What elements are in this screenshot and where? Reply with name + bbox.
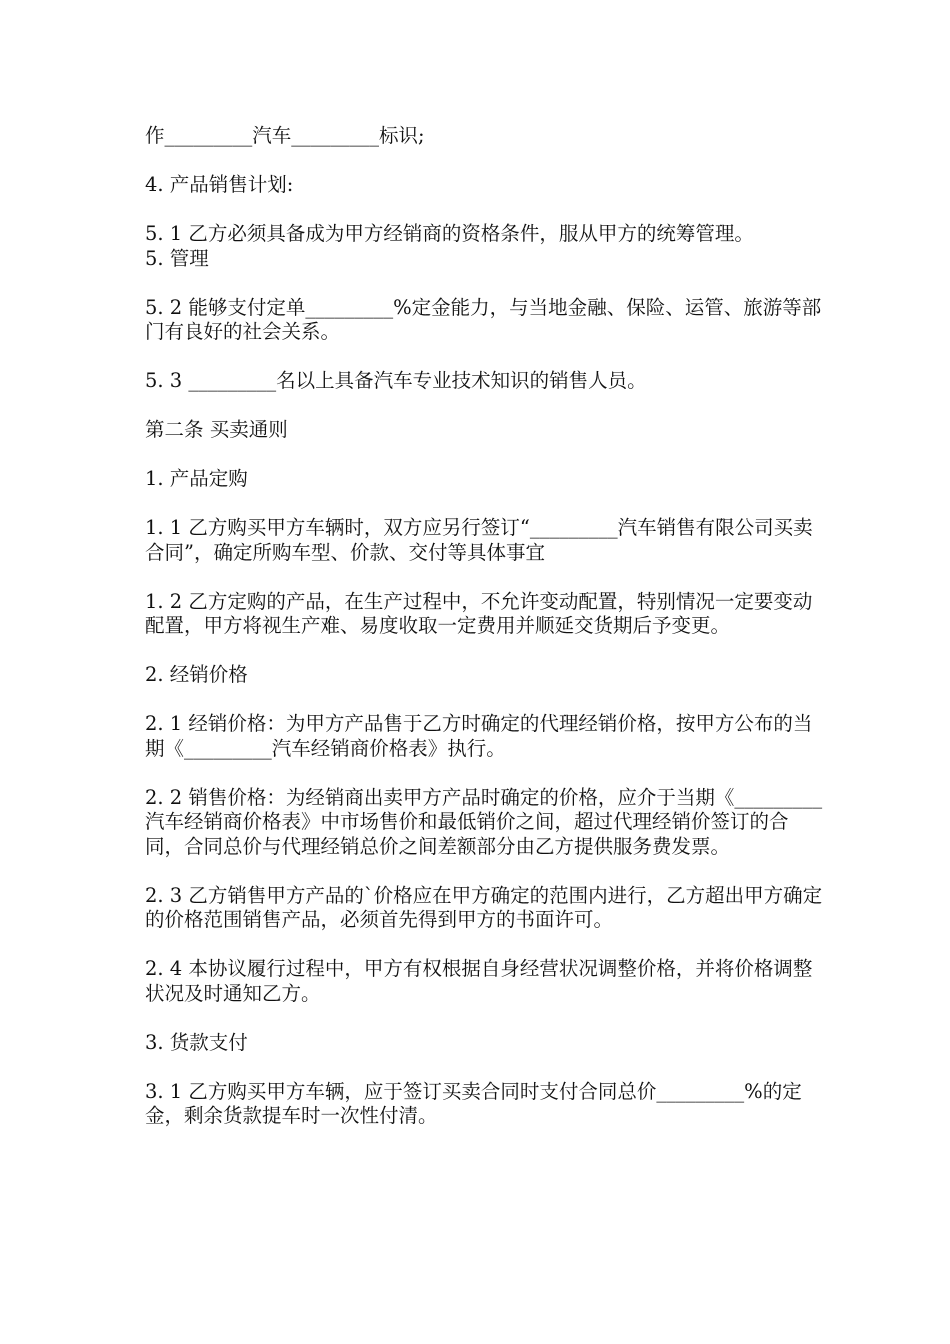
paragraph-management-heading: 5. 管理 (145, 246, 209, 270)
section-3-heading: 3. 货款支付 (145, 1030, 248, 1054)
paragraph-5-1: 5. 1 乙方必须具备成为甲方经销商的资格条件，服从甲方的统筹管理。 (145, 222, 754, 245)
paragraph-2-4: 2. 4 本协议履行过程中，甲方有权根据自身经营状况调整价格，并将价格调整状况及时通知乙方。 (145, 957, 813, 1005)
paragraph-2-2: 2. 2 销售价格：为经销商出卖甲方产品时确定的价格，应介于当期《_________汽车经销商价格表》中市场售价和最低销价之间，超过代理经销价签订的合同，合同总价与代理经销总价之间差额部分由乙方提供服务费发票。 (145, 785, 823, 858)
paragraph-3-1: 3. 1 乙方购买甲方车辆，应于签订买卖合同时支付合同总价_________%的定金，剩余货款提车时一次性付清。 (145, 1079, 802, 1127)
paragraph-1-2: 1. 2 乙方定购的产品，在生产过程中，不允许变动配置，特别情况一定要变动配置，甲方将视生产难、易度收取一定费用并顺延交货期后予变更。 (145, 589, 813, 637)
paragraph-2-3: 2. 3 乙方销售甲方产品的`价格应在甲方确定的范围内进行，乙方超出甲方确定的价格范围销售产品，必须首先得到甲方的书面许可。 (145, 883, 823, 931)
paragraph-2-1: 2. 1 经销价格：为甲方产品售于乙方时确定的代理经销价格，按甲方公布的当期《_________汽车经销商价格表》执行。 (145, 712, 813, 760)
paragraph-5-3: 5. 3 _________名以上具备汽车专业技术知识的销售人员。 (145, 369, 647, 392)
section-2-heading: 2. 经销价格 (145, 663, 248, 686)
paragraph-1-1: 1. 1 乙方购买甲方车辆时，双方应另行签订“_________汽车销售有限公司买卖合同”，确定所购车型、价款、交付等具体事宜 (145, 516, 813, 564)
paragraph-sales-plan-heading: 4. 产品销售计划: (145, 173, 294, 196)
document-body (145, 124, 825, 1153)
article-2-heading: 第二条 买卖通则 (145, 418, 288, 441)
paragraph-5-2: 5. 2 能够支付定单_________%定金能力，与当地金融、保险、运管、旅游等部门有良好的社会关系。 (145, 295, 822, 343)
paragraph-logo-clause: 作_________汽车_________标识; (145, 124, 425, 147)
section-1-heading: 1. 产品定购 (145, 467, 248, 490)
